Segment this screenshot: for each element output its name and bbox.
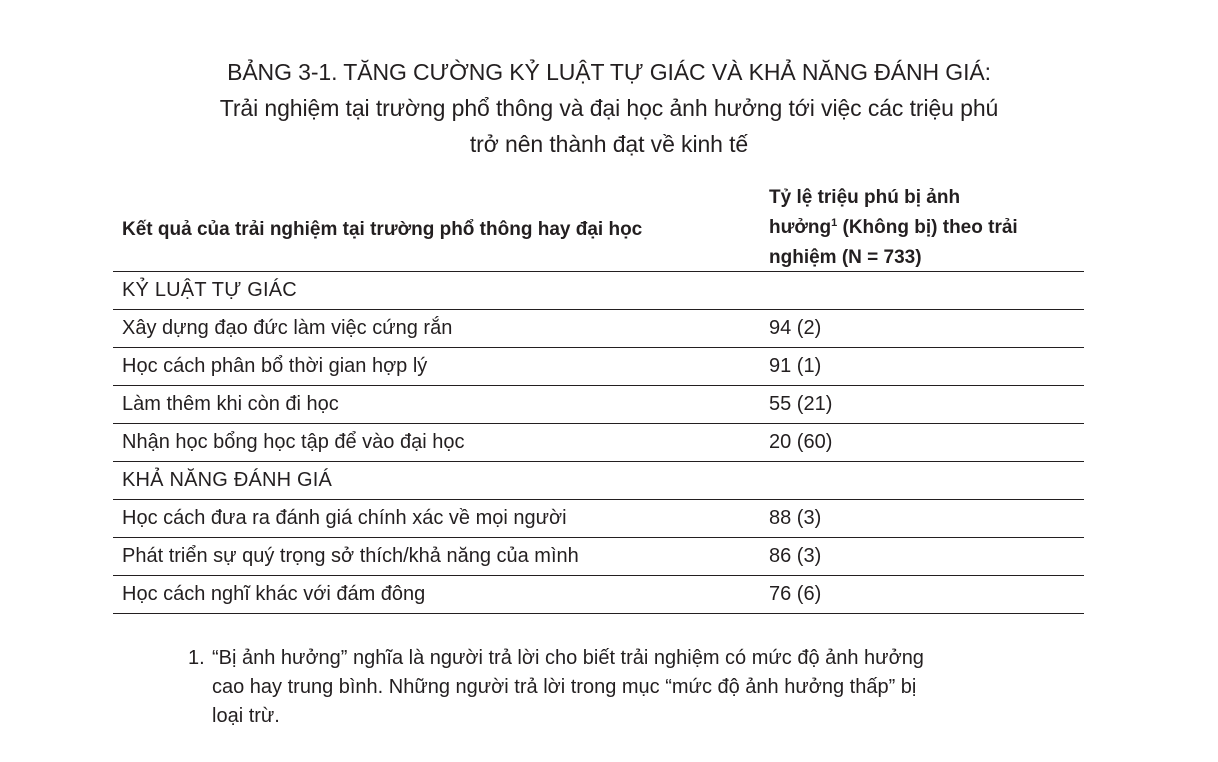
table-header	[113, 184, 1084, 272]
caption-subtitle-line2: trở nên thành đạt về kinh tế	[469, 131, 749, 157]
row-value: 86 (3)	[769, 545, 822, 567]
row-value: 91 (1)	[769, 355, 822, 377]
section-title: KHẢ NĂNG ĐÁNH GIÁ	[122, 469, 333, 491]
header-col2-line2	[769, 213, 1084, 243]
footnote-marker: 1	[831, 216, 838, 229]
footnote-line1	[188, 644, 1078, 673]
header-col2-text: (Không bị) theo trải	[837, 216, 1018, 238]
row-label: Học cách đưa ra đánh giá chính xác về mọi người	[122, 507, 567, 529]
row-value: 76 (6)	[769, 583, 822, 605]
caption-title: BẢNG 3-1. TĂNG CƯỜNG KỶ LUẬT TỰ GIÁC VÀ KHẢ NĂNG ĐÁNH GIÁ:	[227, 59, 991, 85]
row-label: Phát triển sự quý trọng sở thích/khả năng của mình	[122, 545, 579, 567]
table-row	[113, 348, 1084, 386]
row-value: 94 (2)	[769, 317, 822, 339]
row-label: Làm thêm khi còn đi học	[122, 393, 339, 415]
table-row	[113, 576, 1084, 614]
footnote-text: “Bị ảnh hưởng” nghĩa là người trả lời cho biết trải nghiệm có mức độ ảnh hưởng	[212, 647, 924, 669]
header-col2-line1: Tỷ lệ triệu phú bị ảnh	[769, 186, 961, 208]
section-title: KỶ LUẬT TỰ GIÁC	[122, 279, 297, 301]
footnote	[188, 644, 1078, 731]
header-affected-percentage	[769, 183, 1084, 273]
table-caption	[0, 54, 1218, 162]
data-table	[113, 184, 1084, 614]
footnote-line3: loại trừ.	[212, 705, 280, 727]
table-row	[113, 310, 1084, 348]
header-col2-line3: nghiệm (N = 733)	[769, 246, 922, 268]
section-row-judgment	[113, 462, 1084, 500]
table-row	[113, 386, 1084, 424]
table-row	[113, 538, 1084, 576]
header-col2-text: hưởng	[769, 216, 832, 238]
row-value: 20 (60)	[769, 431, 833, 453]
row-label: Nhận học bổng học tập để vào đại học	[122, 431, 465, 453]
row-label: Học cách nghĩ khác với đám đông	[122, 583, 426, 605]
footnote-number: 1.	[188, 647, 205, 669]
row-label: Xây dựng đạo đức làm việc cứng rắn	[122, 317, 453, 339]
caption-subtitle-line1: Trải nghiệm tại trường phổ thông và đại học ảnh hưởng tới việc các triệu phú	[219, 95, 999, 121]
table-row	[113, 500, 1084, 538]
row-value: 55 (21)	[769, 393, 833, 415]
row-label: Học cách phân bổ thời gian hợp lý	[122, 355, 428, 377]
row-value: 88 (3)	[769, 507, 822, 529]
section-row-self-discipline	[113, 272, 1084, 310]
header-experience-outcome: Kết quả của trải nghiệm tại trường phổ thông hay đại học	[122, 218, 643, 240]
table-row	[113, 424, 1084, 462]
footnote-line2: cao hay trung bình. Những người trả lời trong mục “mức độ ảnh hưởng thấp” bị	[212, 676, 917, 698]
